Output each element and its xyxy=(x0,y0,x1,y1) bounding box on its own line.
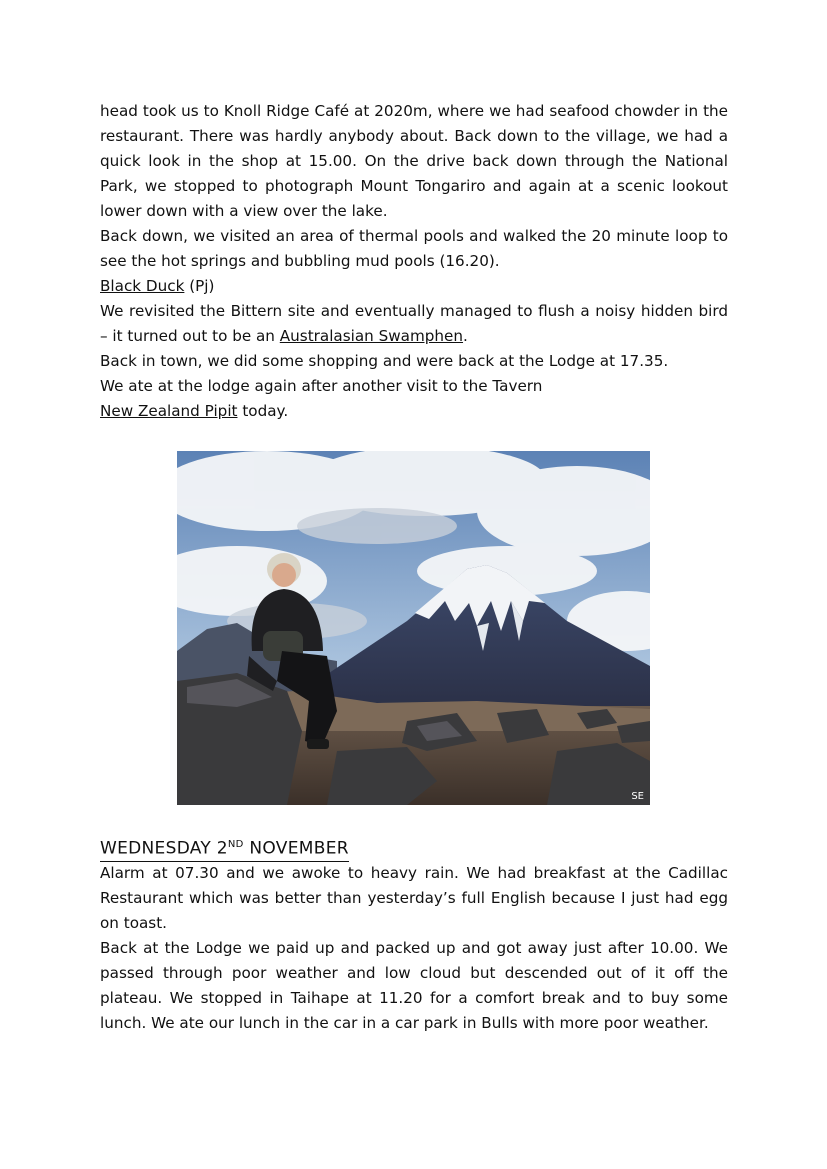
heading-ordinal: ND xyxy=(227,839,244,850)
paragraph-text: . xyxy=(463,327,468,345)
paragraph-departure: Back at the Lodge we paid up and packed up and got away just after 10.00. We passed through poor weather and low cloud but descended out of it off the plateau. We stopped in Taihape at 11.20 for a comfort break and to buy some lunch. We ate our lunch in the car in a car park in Bulls with more poor weather. xyxy=(100,939,728,1032)
bird-name: New Zealand Pipit xyxy=(100,402,238,420)
diary-text-top xyxy=(100,99,728,424)
mountain-photo xyxy=(177,451,650,805)
paragraph-bittern-site xyxy=(100,299,728,349)
paragraph-shopping: Back in town, we did some shopping and were back at the Lodge at 17.35. xyxy=(100,352,669,370)
heading-text: WEDNESDAY 2 xyxy=(100,838,228,859)
paragraph-ski-cafe: head took us to Knoll Ridge Café at 2020m, where we had seafood chowder in the restaurant. There was hardly anybody about. Back down to the village, we had a quick look in the shop at 15.00. On the drive back down through the National Park, we stopped to photograph Mount Tongariro and again at a scenic lookout lower down with a view over the lake. xyxy=(100,102,728,220)
bird-entry-pipit xyxy=(100,399,728,424)
paragraph-text: today. xyxy=(237,402,289,420)
heading-text: NOVEMBER xyxy=(243,838,349,859)
diary-text-bottom xyxy=(100,861,728,1036)
bird-entry-black-duck xyxy=(100,274,728,299)
paragraph-tavern: We ate at the lodge again after another visit to the Tavern xyxy=(100,377,543,395)
paragraph-thermal-pools: Back down, we visited an area of thermal pools and walked the 20 minute loop to see the hot springs and bubbling mud pools (16.20). xyxy=(100,227,728,270)
bird-note: (Pj) xyxy=(184,277,215,295)
mountain-photo-illustration xyxy=(177,451,650,805)
section-heading-date xyxy=(100,833,349,862)
bird-name: Black Duck xyxy=(100,277,185,295)
paragraph-breakfast: Alarm at 07.30 and we awoke to heavy rain. We had breakfast at the Cadillac Restaurant which was better than yesterday’s full English because I just had egg on toast. xyxy=(100,864,728,932)
paragraph-text: We revisited the Bittern site and eventually managed to flush a noisy hidden bird – it turned out to be an xyxy=(100,302,728,345)
bird-name: Australasian Swamphen xyxy=(279,327,464,345)
photo-credit: SE xyxy=(631,791,644,802)
